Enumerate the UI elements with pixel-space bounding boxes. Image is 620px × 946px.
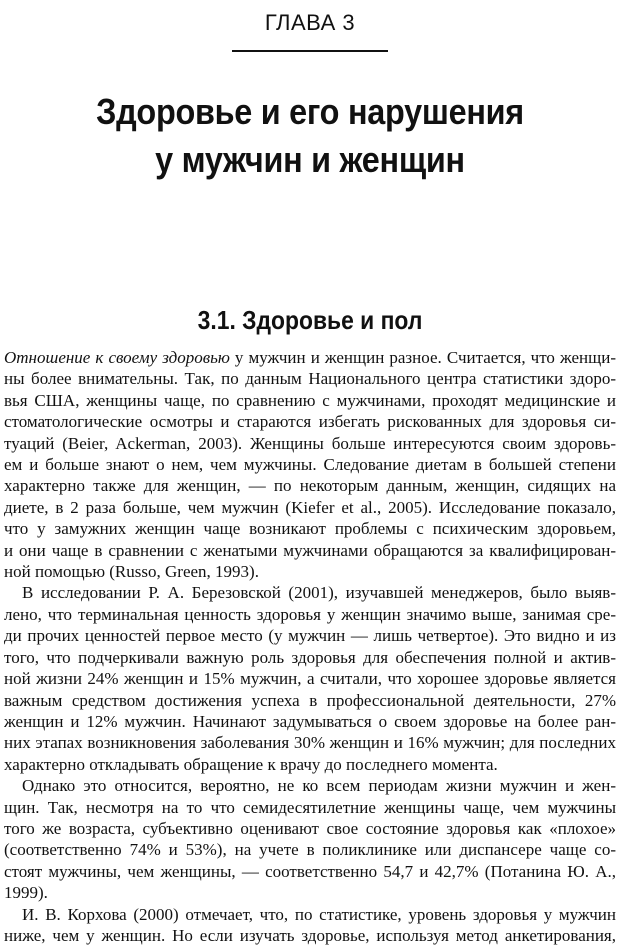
text-line: (соответственно 74% и 53%), на учете в поликлинике или диспансере чаще со- [4, 840, 616, 860]
chapter-title-line-2: у мужчин и женщин [155, 139, 465, 180]
section-heading: 3.1. Здоровье и пол [197, 305, 423, 335]
chapter-title [31, 88, 589, 184]
text-line: диете, в 2 раза больше, чем мужчин (Kiefer et al., 2005). Исследование показало, [4, 497, 616, 517]
text-line: ди прочих ценностей первое место (у мужчин — лишь четвертое). Это видно и из [4, 626, 616, 646]
text-line: женщин и 12% мужчин. Начинают задумываться о своем здоровье на более ран- [4, 711, 616, 731]
text-line: щин. Так, несмотря на то что семидесятилетние женщины чаще, чем мужчины [4, 797, 616, 817]
chapter-label: ГЛАВА 3 [232, 6, 388, 52]
text-line: ной жизни 24% женщин и 15% мужчин, а считали, что хорошее здоровье является [4, 669, 616, 689]
text-line: и они чаще в сравнении с женатыми мужчинами обращаются за квалифицирован- [4, 540, 616, 560]
text-line: ной помощью (Russo, Green, 1993). [4, 562, 259, 582]
text-line: ны более внимательны. Так, по данным Национального центра статистики здоро- [4, 369, 616, 389]
text-line: того же возраста, субъективно оценивают свое состояние здоровья как «плохое» [4, 818, 616, 838]
chapter-title-line-1: Здоровье и его нарушения [96, 91, 524, 132]
text-line: стоят мужчины, чем женщины, — соответственно 54,7 и 42,7% (Потанина Ю. А., [4, 861, 616, 881]
text-line [4, 347, 616, 368]
text-line: ем и больше знают о нем, чем мужчины. Следование диетам в большей степени [4, 455, 616, 475]
text-line: характерно также для женщин, — по некоторым данным, женщин, сидящих на [4, 476, 616, 496]
text-line: того, что подчеркивали важную роль здоровья для обеспечения полной и актив- [4, 647, 616, 667]
text-line: характерно откладывать обращение к врачу до последнего момента. [4, 754, 498, 774]
text-line: них этапах возникновения заболевания 30% женщин и 16% мужчин; для последних [4, 733, 616, 753]
text-line: В исследовании Р. А. Березовской (2001), изучавшей менеджеров, было выяв- [22, 583, 616, 603]
text-line: Однако это относится, вероятно, не ко всем периодам жизни мужчин и жен- [22, 776, 616, 796]
text-line: что у замужних женщин чаще возникают проблемы с психическим здоровьем, [4, 519, 616, 539]
italic-phrase: Отношение к своему здоровью [4, 348, 230, 367]
text-line: туаций (Beier, Ackerman, 2003). Женщины больше интересуются своим здоровь- [4, 433, 616, 453]
text-line: 1999). [4, 883, 48, 903]
body-text [4, 347, 616, 946]
text-line: ниже, чем у женщин. Но если изучать здоровье, используя метод анкетирования, [4, 925, 616, 945]
text-line: лено, что терминальная ценность здоровья у женщин значимо выше, занимая сре- [4, 604, 616, 624]
text-run: у мужчин и женщин разное. Считается, что женщи- [229, 348, 616, 367]
text-line: вья США, женщины чаще, по сравнению с мужчинами, проходят медицинские и [4, 390, 616, 410]
text-line: важным средством достижения успеха в профессиональной деятельности, 27% [4, 690, 616, 710]
text-line: И. В. Корхова (2000) отмечает, что, по статистике, уровень здоровья у мужчин [22, 904, 616, 924]
text-line: стоматологические осмотры и стараются избегать рискованных для здоровья си- [4, 412, 616, 432]
